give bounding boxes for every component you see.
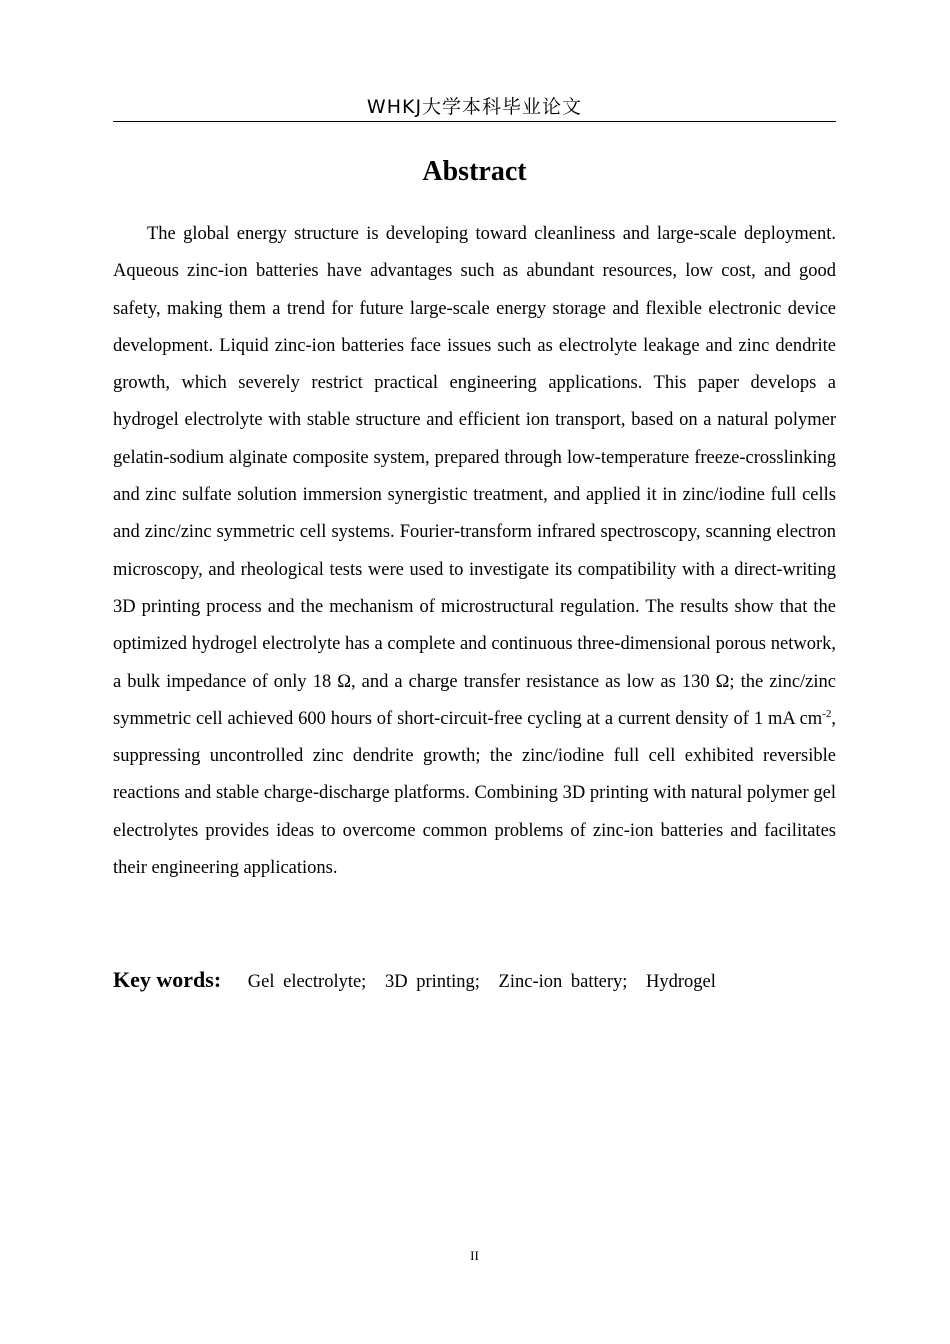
keyword-term: Zinc-ion battery; bbox=[498, 972, 628, 992]
abstract-text-part-2: , suppressing uncontrolled zinc dendrite growth; the zinc/iodine full cell exhibited reversible reactions and stable charge-discharge platforms. Combining 3D printing with natural polymer gel electrolytes provides ideas to overcome common problems of zinc-ion batteries and facilitates their engineering applications. bbox=[113, 708, 836, 879]
keyword-term: 3D printing; bbox=[384, 972, 480, 992]
unit-exponent-superscript: -2 bbox=[822, 707, 832, 720]
keyword-term: Hydrogel bbox=[646, 972, 716, 992]
keywords-line bbox=[113, 962, 836, 1000]
keyword-term: Gel electrolyte; bbox=[247, 972, 367, 992]
abstract-title: Abstract bbox=[422, 156, 527, 187]
header-rule bbox=[113, 121, 836, 122]
abstract-paragraph bbox=[113, 216, 836, 887]
keywords-label: Key words: bbox=[113, 967, 222, 992]
running-header: WHKJ大学本科毕业论文 bbox=[366, 96, 583, 118]
abstract-text-part-1: The global energy structure is developing toward cleanliness and large-scale deployment. Aqueous zinc-ion batteries have advantages such as abundant resources, low cost, and good safety, making them a trend for future large-scale energy storage and flexible electronic device development. Liquid zinc-ion batteries face issues such as electrolyte leakage and zinc dendrite growth, which severely restrict practical engineering applications. This paper develops a hydrogel electrolyte with stable structure and efficient ion transport, based on a natural polymer gelatin-sodium alginate composite system, prepared through low-temperature freeze-crosslinking and zinc sulfate solution immersion synergistic treatment, and applied it in zinc/iodine full cells and zinc/zinc symmetric cell systems. Fourier-transform infrared spectroscopy, scanning electron microscopy, and rheological tests were used to investigate its compatibility with a direct-writing 3D printing process and the mechanism of microstructural regulation. The results show that the optimized hydrogel electrolyte has a complete and continuous three-dimensional porous network, a bulk impedance of only 18 Ω, and a charge transfer resistance as low as 130 Ω; the zinc/zinc symmetric cell achieved 600 hours of short-circuit-free cycling at a current density of 1 mA cm bbox=[113, 224, 836, 729]
page-number: II bbox=[470, 1248, 479, 1263]
